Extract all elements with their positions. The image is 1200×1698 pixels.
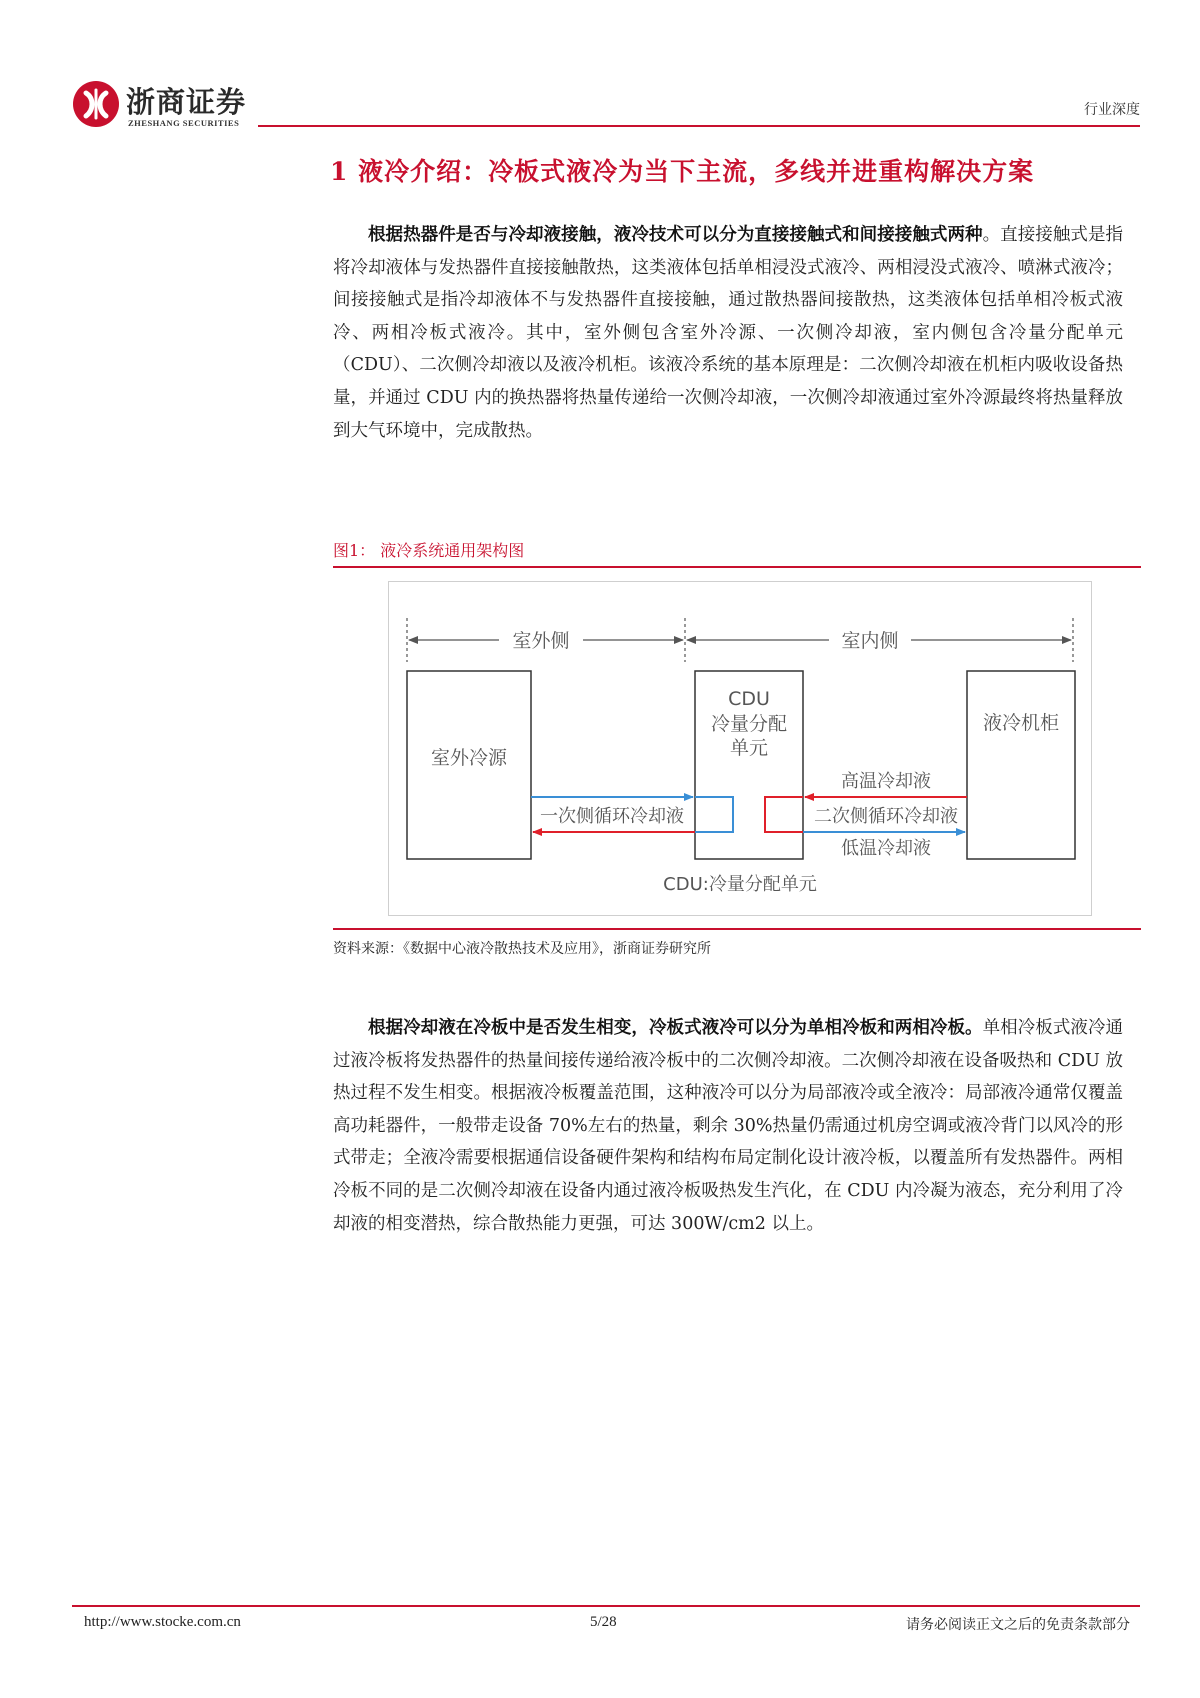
high-temp-coolant-label: 高温冷却液 bbox=[841, 771, 931, 792]
paragraph-1-body: 。直接接触式是指将冷却液体与发热器件直接接触散热，这类液体包括单相浸没式液冷、两相浸没式液冷、喷淋式液冷；间接接触式是指冷却液体不与发热器件直接接触，通过散热器间接散热，这类液体包括单相冷板式液冷、两相冷板式液冷。其中，室外侧包含室外冷源、一次侧冷却液，室内侧包含冷量分配单元（CDU）、二次侧冷却液以及液冷机柜。该液冷系统的基本原理是：二次侧冷却液在机柜内吸收设备热量，并通过 CDU 内的换热器将热量传递给一次侧冷却液，一次侧冷却液通过室外冷源最终将热量释放到大气环境中，完成散热。 bbox=[333, 225, 1124, 441]
cdu-label-line1: CDU bbox=[728, 688, 770, 710]
page-number: 5/28 bbox=[590, 1614, 617, 1630]
figure-diagram-frame bbox=[388, 581, 1092, 916]
report-type-tag: 行业深度 bbox=[1084, 102, 1140, 118]
logo-mark-icon bbox=[72, 80, 120, 128]
low-temp-coolant-label: 低温冷却液 bbox=[841, 838, 931, 859]
figure-caption: 图1： 液冷系统通用架构图 bbox=[333, 541, 525, 560]
logo-chinese-name: 浙商证券 bbox=[126, 85, 247, 119]
cdu-label-line3: 单元 bbox=[729, 737, 769, 759]
figure-bottom-rule bbox=[333, 928, 1141, 930]
section-title: 1 液冷介绍：冷板式液冷为当下主流，多线并进重构解决方案 bbox=[330, 157, 1035, 186]
liquid-cooling-cabinet-box bbox=[967, 671, 1075, 859]
footer-website-link[interactable]: http://www.stocke.com.cn bbox=[84, 1614, 241, 1630]
indoor-side-label: 室内侧 bbox=[841, 630, 899, 652]
outdoor-side-label: 室外侧 bbox=[512, 630, 570, 652]
liquid-cooling-cabinet-label: 液冷机柜 bbox=[982, 712, 1060, 734]
paragraph-1 bbox=[333, 219, 1123, 447]
figure-source: 资料来源：《数据中心液冷散热技术及应用》，浙商证券研究所 bbox=[333, 941, 711, 957]
figure-top-rule bbox=[333, 566, 1141, 568]
paragraph-2 bbox=[333, 1012, 1123, 1240]
cdu-footnote: CDU:冷量分配单元 bbox=[663, 874, 817, 895]
footer-divider bbox=[72, 1605, 1140, 1607]
paragraph-2-lead: 根据冷却液在冷板中是否发生相变，冷板式液冷可以分为单相冷板和两相冷板。 bbox=[368, 1018, 983, 1038]
secondary-loop-label: 二次侧循环冷却液 bbox=[814, 806, 958, 827]
logo-english-name: ZHESHANG SECURITIES bbox=[128, 118, 240, 128]
outdoor-cold-source-label: 室外冷源 bbox=[430, 747, 508, 769]
liquid-cooling-architecture-diagram bbox=[389, 582, 1091, 915]
paragraph-1-lead: 根据热器件是否与冷却液接触，液冷技术可以分为直接接触式和间接接触式两种 bbox=[368, 225, 983, 245]
disclaimer-note: 请务必阅读正文之后的免责条款部分 bbox=[906, 1617, 1130, 1633]
cdu-label-line2: 冷量分配 bbox=[710, 713, 788, 735]
primary-loop-label: 一次侧循环冷却液 bbox=[540, 806, 684, 827]
header-divider bbox=[258, 125, 1140, 127]
company-logo bbox=[72, 78, 252, 132]
paragraph-2-body: 单相冷板式液冷通过液冷板将发热器件的热量间接传递给液冷板中的二次侧冷却液。二次侧冷却液在设备吸热和 CDU 放热过程不发生相变。根据液冷板覆盖范围，这种液冷可以分为局部液冷或全液冷：局部液冷通常仅覆盖高功耗器件，一般带走设备 70%左右的热量，剩余 30%热量仍需通过机房空调或液冷背门以风冷的形式带走；全液冷需要根据通信设备硬件架构和结构布局定制化设计液冷板，以覆盖所有发热器件。两相冷板不同的是二次侧冷却液在设备内通过液冷板吸热发生汽化，在 CDU 内冷凝为液态，充分利用了冷却液的相变潜热，综合散热能力更强，可达 300W/cm2 以上。 bbox=[333, 1018, 1124, 1234]
